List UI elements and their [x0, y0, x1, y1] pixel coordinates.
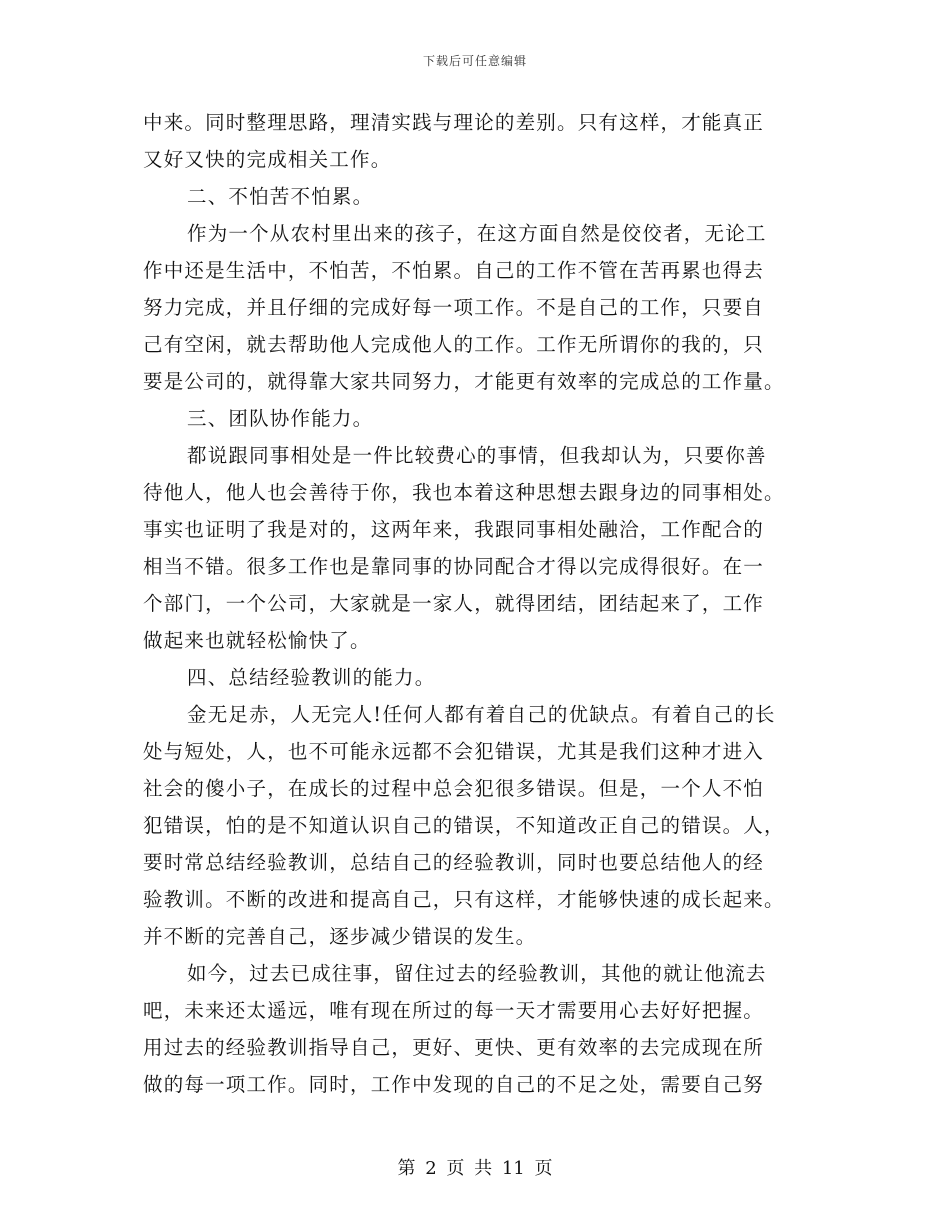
page-number: 第 2 页 共 11 页	[397, 1158, 553, 1179]
text-line: 处与短处，人，也不可能永远都不会犯错误，尤其是我们这种才进入	[143, 740, 765, 763]
text-line: 个部门，一个公司，大家就是一家人，就得团结，团结起来了，工作	[143, 592, 765, 615]
text-line: 金无足赤，人无完人!任何人都有着自己的优缺点。有着自己的长	[187, 703, 776, 726]
page-header: 下载后可任意编辑	[422, 54, 527, 68]
text-line: 社会的傻小子，在成长的过程中总会犯很多错误。但是，一个人不怕	[143, 777, 765, 800]
text-line: 做起来也就轻松愉快了。	[143, 629, 371, 652]
text-line: 相当不错。很多工作也是靠同事的协同配合才得以完成得很好。在一	[143, 555, 765, 578]
text-line: 作为一个从农村里出来的孩子，在这方面自然是佼佼者，无论工	[187, 222, 767, 245]
text-line: 作中还是生活中，不怕苦，不怕累。自己的工作不管在苦再累也得去	[143, 259, 765, 282]
text-line: 如今，过去已成往事，留住过去的经验教训，其他的就让他流去	[187, 962, 767, 985]
text-line: 三、团队协作能力。	[187, 407, 374, 430]
document-body	[143, 104, 813, 1103]
text-line: 验教训。不断的改进和提高自己，只有这样，才能够快速的成长起来。	[143, 888, 785, 911]
text-line: 中来。同时整理思路，理清实践与理论的差别。只有这样，才能真正	[143, 111, 765, 134]
text-line: 并不断的完善自己，逐步减少错误的发生。	[143, 925, 537, 948]
text-line: 都说跟同事相处是一件比较费心的事情，但我却认为，只要你善	[187, 444, 767, 467]
text-line: 又好又快的完成相关工作。	[143, 148, 392, 171]
text-line: 二、不怕苦不怕累。	[187, 185, 374, 208]
text-line: 要是公司的，就得靠大家共同努力，才能更有效率的完成总的工作量。	[143, 370, 785, 393]
text-line: 四、总结经验教训的能力。	[187, 666, 436, 689]
text-line: 待他人，他人也会善待于你，我也本着这种思想去跟身边的同事相处。	[143, 481, 785, 504]
text-line: 要时常总结经验教训，总结自己的经验教训，同时也要总结他人的经	[143, 851, 765, 874]
text-line: 事实也证明了我是对的，这两年来，我跟同事相处融洽，工作配合的	[143, 518, 765, 541]
text-line: 己有空闲，就去帮助他人完成他人的工作。工作无所谓你的我的，只	[143, 333, 765, 356]
text-line: 犯错误，怕的是不知道认识自己的错误，不知道改正自己的错误。人，	[143, 814, 785, 837]
text-line: 努力完成，并且仔细的完成好每一项工作。不是自己的工作，只要自	[143, 296, 765, 319]
text-line: 用过去的经验教训指导自己，更好、更快、更有效率的去完成现在所	[143, 1036, 765, 1059]
text-line: 做的每一项工作。同时，工作中发现的自己的不足之处，需要自己努	[143, 1073, 765, 1096]
text-line: 吧，未来还太遥远，唯有现在所过的每一天才需要用心去好好把握。	[143, 999, 765, 1022]
